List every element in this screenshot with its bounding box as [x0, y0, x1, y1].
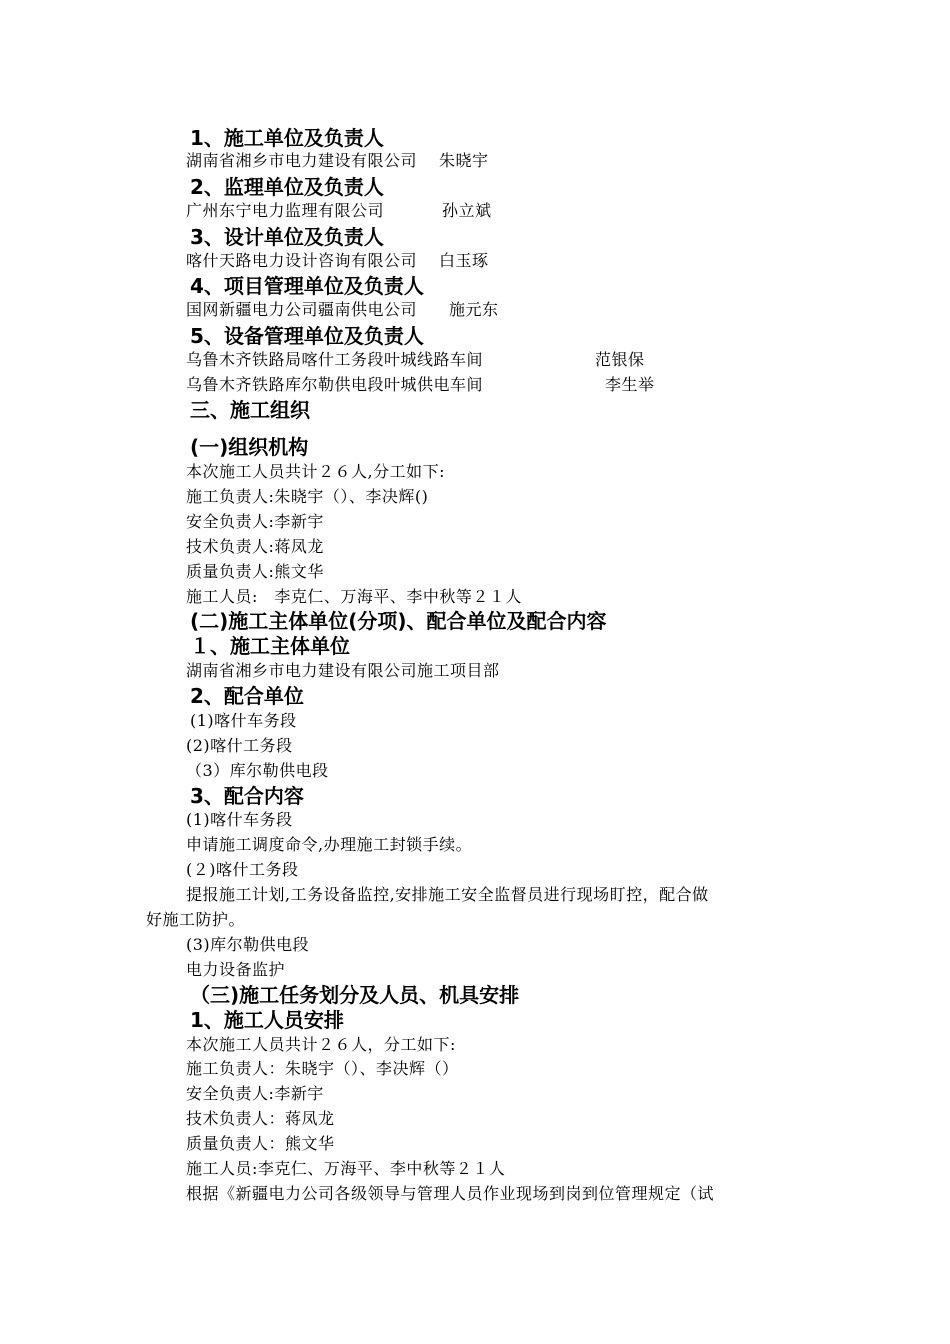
equipment-unit-person-1: 范银保: [595, 350, 645, 369]
cooperation-item-title: (1)喀什车务段: [186, 810, 293, 829]
regulation-basis-text: 根据《新疆电力公司各级领导与管理人员作业现场到岗到位管理规定（试: [186, 1184, 715, 1203]
supervision-unit-org: 广州东宁电力监理有限公司: [186, 201, 385, 220]
org-intro: 本次施工人员共计２６人,分工如下:: [186, 462, 445, 481]
cooperation-item-title: (２)喀什工务段: [186, 860, 299, 879]
equipment-unit-org-2: 乌鲁木齐铁路库尔勒供电段叶城供电车间: [186, 375, 484, 394]
construction-unit-line: [186, 150, 489, 172]
subsection-heading-tasks: （三)施工任务划分及人员、机具安排: [190, 983, 520, 1007]
cooperating-unit-item: (1)喀什车务段: [190, 711, 297, 730]
supervision-unit-line: [186, 200, 492, 222]
cooperation-content-heading: 3、配合内容: [190, 784, 304, 808]
org-safety: 安全负责人:李新宇: [186, 512, 324, 531]
subsection-heading-organization: (一)组织机构: [190, 435, 309, 459]
construction-unit-person: 朱晓宇: [439, 151, 489, 170]
design-unit-person: 白玉琢: [439, 251, 489, 270]
staffing-workers: 施工人员:李克仁、万海平、李中秋等２１人: [186, 1159, 506, 1178]
staffing-tech: 技术负责人：蒋凤龙: [186, 1109, 335, 1128]
design-unit-org: 喀什天路电力设计咨询有限公司: [186, 251, 418, 270]
construction-unit-org: 湖南省湘乡市电力建设有限公司: [186, 151, 418, 170]
cooperation-item-text-continued: 好施工防护。: [146, 910, 246, 929]
cooperating-unit-item: (2)喀什工务段: [186, 736, 293, 755]
cooperation-item-text: 申请施工调度命令,办理施工封锁手续。: [186, 835, 473, 854]
main-unit-text: 湖南省湘乡市电力建设有限公司施工项目部: [186, 661, 500, 680]
org-quality: 质量负责人:熊文华: [186, 562, 324, 581]
staffing-intro: 本次施工人员共计２６人，分工如下:: [186, 1035, 456, 1054]
section-heading-construction-unit: 1、施工单位及负责人: [190, 126, 384, 150]
section-heading-supervision-unit: 2、监理单位及负责人: [190, 175, 384, 199]
staffing-safety: 安全负责人:李新宇: [186, 1084, 324, 1103]
cooperating-unit-item: （3）库尔勒供电段: [186, 761, 329, 780]
subsection-heading-main-units: (二)施工主体单位(分项)、配合单位及配合内容: [190, 609, 607, 633]
cooperation-item-text: 电力设备监护: [186, 960, 286, 979]
section-heading-project-management-unit: 4、项目管理单位及负责人: [190, 274, 424, 298]
staffing-heading: 1、施工人员安排: [190, 1008, 344, 1032]
section-heading-equipment-management-unit: 5、设备管理单位及负责人: [190, 324, 424, 348]
project-management-unit-org: 国网新疆电力公司疆南供电公司: [186, 300, 418, 319]
equipment-unit-org-1: 乌鲁木齐铁路局喀什工务段叶城线路车间: [186, 350, 484, 369]
org-tech: 技术负责人:蒋凤龙: [186, 537, 324, 556]
org-lead: 施工负责人:朱晓宇（）、李决辉(): [186, 487, 429, 506]
cooperation-item-text: 提报施工计划,工务设备监控,安排施工安全监督员进行现场盯控，配合做: [186, 885, 709, 904]
supervision-unit-person: 孙立斌: [442, 201, 492, 220]
staffing-lead: 施工负责人：朱晓宇（）、李决辉（）: [186, 1059, 459, 1078]
staffing-quality: 质量负责人：熊文华: [186, 1134, 335, 1153]
cooperating-units-heading: 2、配合单位: [190, 684, 304, 708]
main-unit-heading: １、施工主体单位: [190, 634, 350, 658]
project-management-unit-person: 施元东: [449, 300, 499, 319]
design-unit-line: [186, 250, 489, 272]
chapter-heading-construction-organization: 三、施工组织: [190, 398, 310, 422]
cooperation-item-title: (3)库尔勒供电段: [186, 935, 310, 954]
equipment-unit-person-2: 李生举: [605, 375, 655, 394]
project-management-unit-line: [186, 299, 499, 321]
section-heading-design-unit: 3、设计单位及负责人: [190, 225, 384, 249]
org-workers: 施工人员: 李克仁、万海平、李中秋等２１人: [186, 587, 522, 606]
